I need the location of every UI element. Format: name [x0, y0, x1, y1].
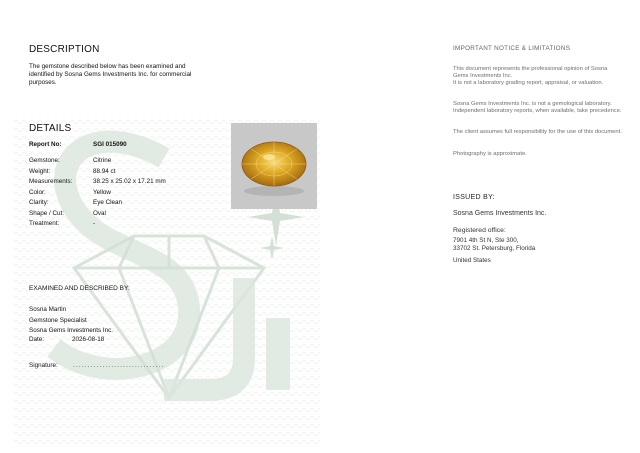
signature-label: Signature: [29, 362, 58, 369]
issuer-company: Sosna Gems Investments Inc. [453, 210, 547, 217]
date-label: Date: [29, 336, 45, 343]
notice-paragraph [453, 66, 623, 88]
detail-value: Citrine [93, 157, 112, 164]
examiner-title: Gemstone Specialist [29, 316, 87, 324]
report-value: SGI 015090 [93, 141, 127, 148]
issued-heading: ISSUED BY: [453, 194, 495, 201]
notice-paragraph: Sosna Gems Investments Inc. is not a gemological laboratory. Independent laboratory reports, when available, take precedence. [453, 101, 622, 115]
notice-paragraph: Photography is approximate. [453, 151, 527, 157]
citrine-gem-image [231, 123, 317, 209]
address-line-1: 7901 4th St N, Ste 300, [453, 237, 519, 244]
detail-value: Yellow [93, 188, 111, 196]
detail-value: Oval [93, 209, 106, 217]
notice-text: It is not a laboratory grading report, appraisal, or valuation. [453, 80, 604, 87]
date-value: 2026-08-18 [72, 336, 105, 343]
notice-text: This document represents the professional opinion of Sosna Gems Investments Inc. [453, 66, 608, 80]
examined-heading: EXAMINED AND DESCRIBED BY: [29, 285, 130, 292]
detail-value: 38.25 x 25.02 x 17.21 mm [93, 178, 166, 185]
registered-office-label: Registered office: [453, 227, 506, 234]
detail-label: Treatment: [29, 220, 60, 227]
examiner-name: Sosna Martin [29, 306, 67, 313]
detail-label: Shape / Cut: [29, 209, 65, 217]
detail-value: - [93, 220, 96, 227]
detail-label: Measurements: [29, 178, 73, 185]
gemstone-photo [231, 123, 317, 209]
report-label: Report No: [29, 141, 62, 148]
description-heading: DESCRIPTION [29, 44, 100, 55]
address-line-2: 33702 St. Petersburg, Florida [453, 245, 536, 252]
description-text: The gemstone described below has been examined and identified by Sosna Gems Investments Inc. for commercial purposes. [29, 63, 192, 86]
notice-heading: IMPORTANT NOTICE & LIMITATIONS [453, 45, 571, 52]
detail-value: Eye Clean [93, 199, 123, 206]
detail-label: Weight: [29, 167, 51, 175]
notice-paragraph: The client assumes full responsibility for the use of this document. [453, 129, 622, 135]
detail-label: Gemstone: [29, 157, 60, 164]
detail-value: 88.94 ct [93, 167, 116, 175]
details-heading: DETAILS [29, 123, 72, 134]
detail-label: Color: [29, 188, 46, 196]
country: United States [453, 257, 491, 264]
detail-label: Clarity: [29, 199, 49, 206]
signature-line: ............................... [73, 362, 165, 369]
examiner-company: Sosna Gems Investments Inc. [29, 327, 113, 334]
